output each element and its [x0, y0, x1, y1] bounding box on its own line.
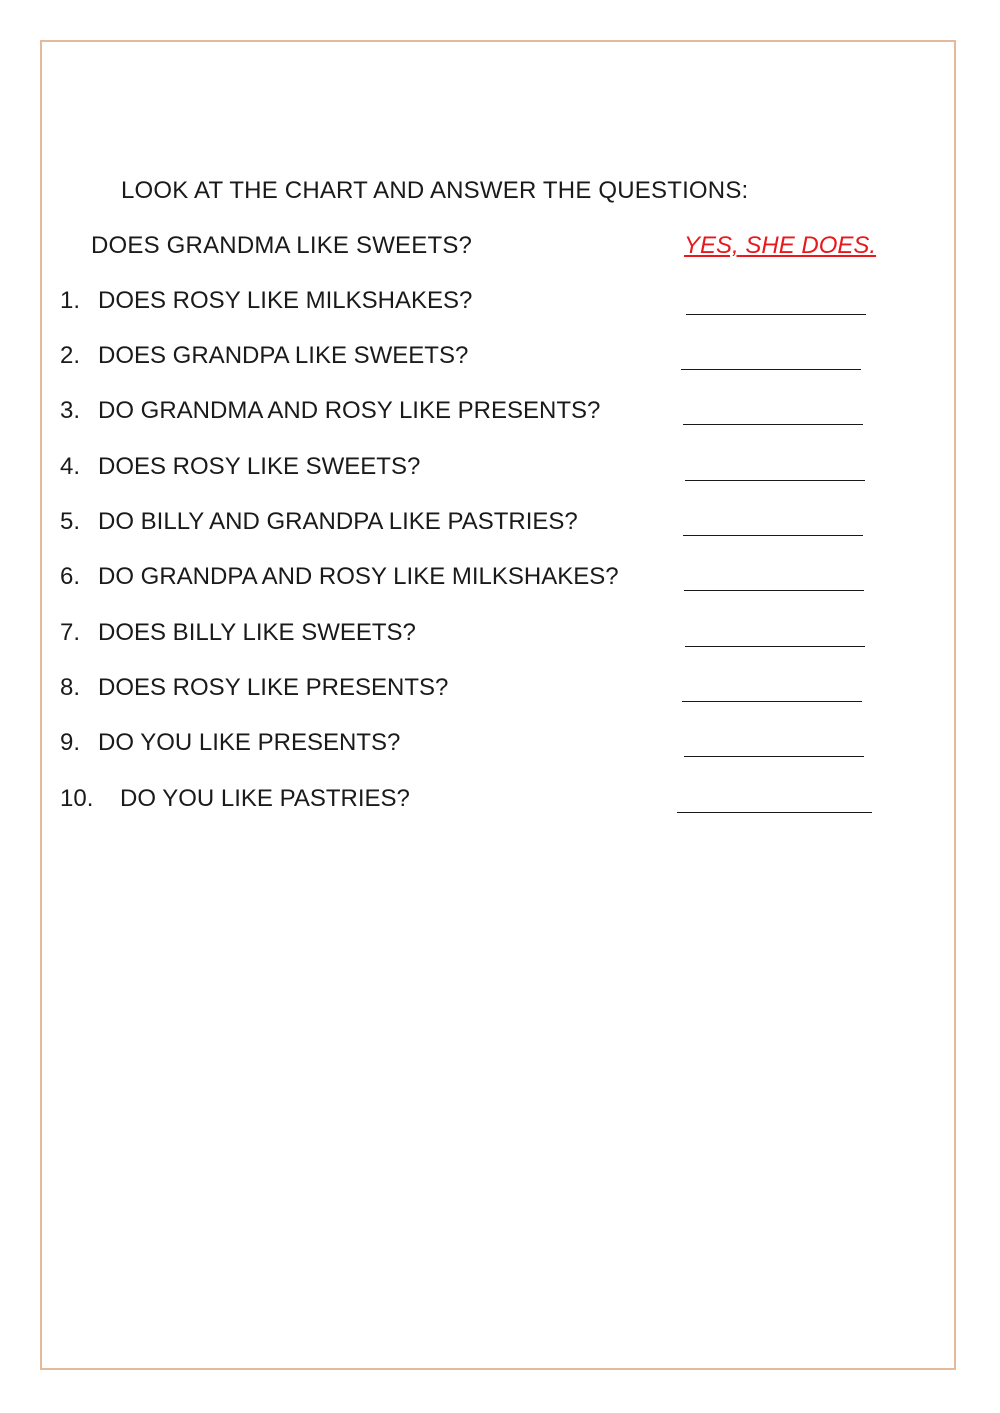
question-text: DO GRANDPA AND ROSY LIKE MILKSHAKES? [98, 563, 619, 590]
question-number: 10. [60, 785, 94, 812]
question-number: 6. [60, 563, 81, 590]
answer-blank[interactable] [686, 314, 866, 315]
answer-blank[interactable] [682, 701, 862, 702]
answer-blank[interactable] [685, 480, 865, 481]
question-text: DO GRANDMA AND ROSY LIKE PRESENTS? [98, 397, 601, 424]
answer-blank[interactable] [683, 535, 863, 536]
question-text: DOES ROSY LIKE PRESENTS? [98, 674, 449, 701]
answer-blank[interactable] [683, 424, 863, 425]
answer-blank[interactable] [677, 812, 872, 813]
question-text: DOES GRANDPA LIKE SWEETS? [98, 342, 469, 369]
answer-blank[interactable] [684, 590, 864, 591]
answer-blank[interactable] [684, 756, 864, 757]
question-number: 5. [60, 508, 81, 535]
question-number: 7. [60, 619, 81, 646]
question-number: 3. [60, 397, 81, 424]
question-text: DO YOU LIKE PRESENTS? [98, 729, 401, 756]
example-question: DOES GRANDMA LIKE SWEETS? [91, 232, 473, 259]
example-answer: YES, SHE DOES. [684, 232, 877, 259]
question-text: DO BILLY AND GRANDPA LIKE PASTRIES? [98, 508, 578, 535]
question-text: DO YOU LIKE PASTRIES? [120, 785, 410, 812]
question-number: 9. [60, 729, 81, 756]
question-number: 1. [60, 287, 81, 314]
answer-blank[interactable] [681, 369, 861, 370]
question-text: DOES ROSY LIKE MILKSHAKES? [98, 287, 473, 314]
question-text: DOES ROSY LIKE SWEETS? [98, 453, 421, 480]
instructions-heading: LOOK AT THE CHART AND ANSWER THE QUESTIONS: [121, 177, 749, 204]
question-number: 4. [60, 453, 81, 480]
question-text: DOES BILLY LIKE SWEETS? [98, 619, 416, 646]
question-number: 8. [60, 674, 81, 701]
question-number: 2. [60, 342, 81, 369]
answer-blank[interactable] [685, 646, 865, 647]
